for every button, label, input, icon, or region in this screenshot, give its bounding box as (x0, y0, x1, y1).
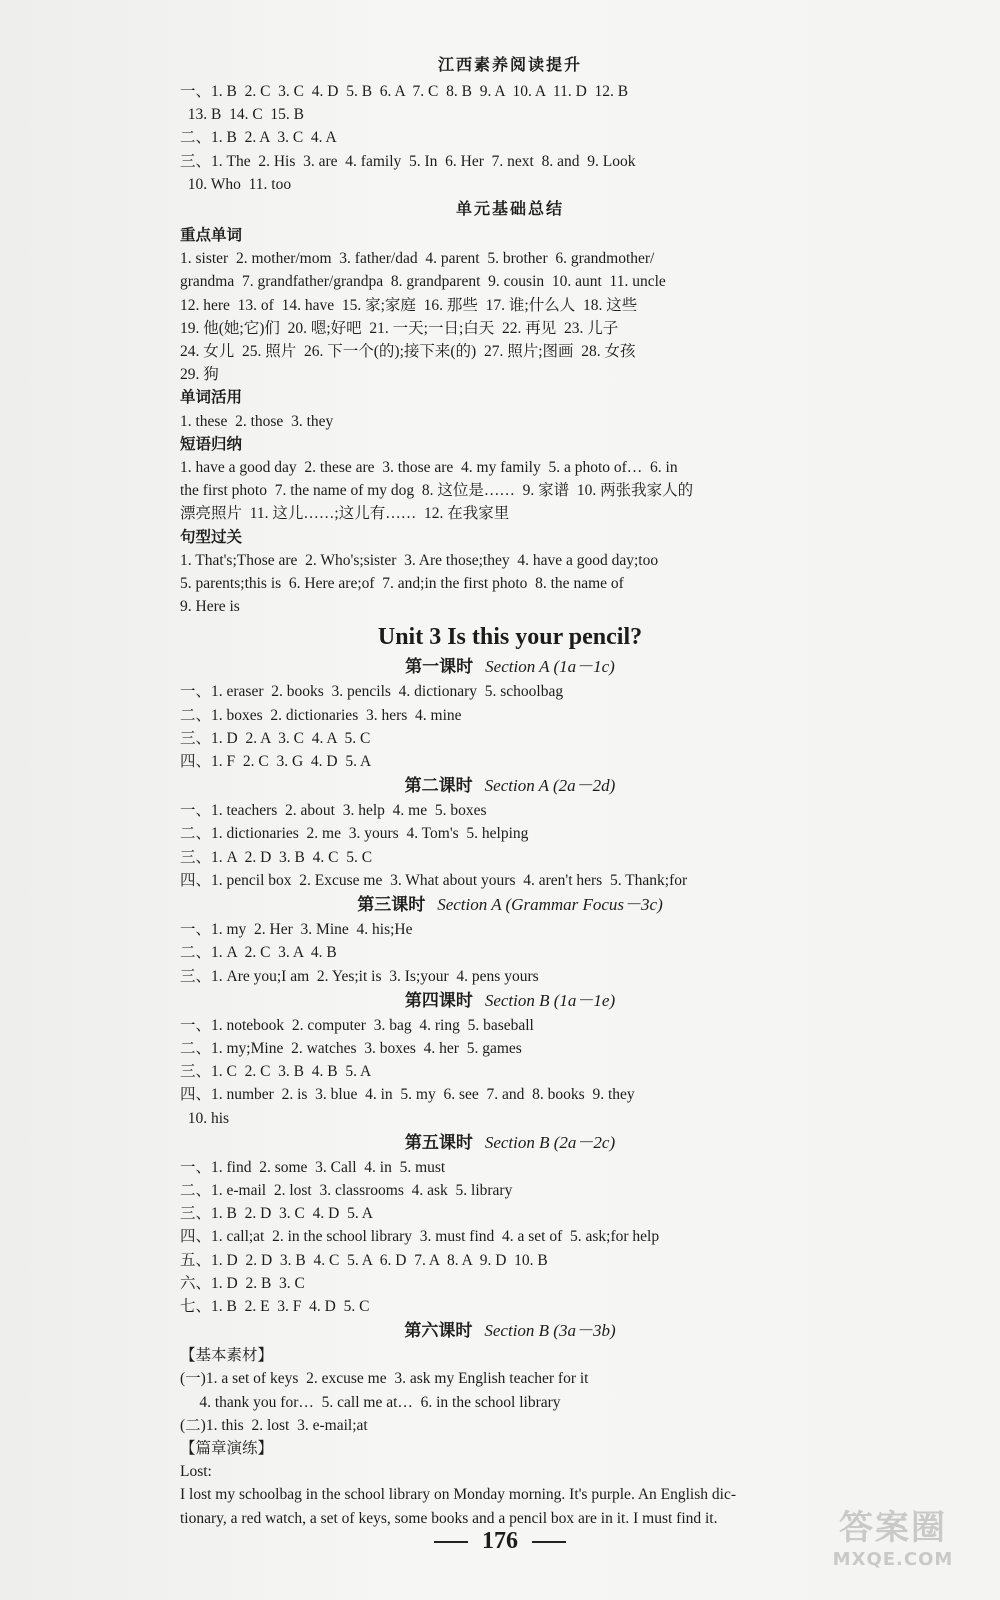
answer-line: 1. That's;Those are 2. Who's;sister 3. Are those;they 4. have a good day;too (180, 551, 659, 569)
answer-line: 13. B 14. C 15. B (180, 106, 305, 124)
answer-line: I lost my schoolbag in the school library on Monday morning. It's purple. An English dic- (180, 1486, 736, 1504)
answer-line: 一、1. notebook 2. computer 3. bag 4. ring 5. baseball (180, 1016, 534, 1034)
watermark-url: MXQE.COM (832, 1549, 954, 1570)
lesson-number: 第二课时 (404, 776, 473, 796)
phrases-heading: 短语归纳 (180, 435, 243, 453)
lesson-heading (180, 773, 840, 799)
answer-line: 一、1. B 2. C 3. C 4. D 5. B 6. A 7. C 8. B 9. A 10. A 11. D 12. B (180, 83, 629, 100)
lesson-number: 第三课时 (357, 895, 426, 915)
lesson-heading (180, 654, 840, 680)
unit-title: Unit 3 Is this your pencil? (377, 624, 643, 651)
watermark-text: 答案圈 (839, 1508, 947, 1548)
lesson-heading (180, 1130, 840, 1156)
answer-line: 10. Who 11. too (180, 175, 292, 193)
answer-line: 二、1. dictionaries 2. me 3. yours 4. Tom's 5. helping (180, 825, 529, 843)
lesson-number: 第一课时 (405, 657, 474, 677)
answer-line: 9. Here is (180, 598, 240, 616)
dash-left (434, 1541, 468, 1543)
section-title-summary: 单元基础总结 (455, 201, 564, 219)
answer-line: 二、1. boxes 2. dictionaries 3. hers 4. mine (180, 706, 462, 724)
answer-line: 1. have a good day 2. these are 3. those are 4. my family 5. a photo of… 6. in (180, 459, 678, 477)
lesson-heading (180, 988, 840, 1014)
answer-line: 三、1. B 2. D 3. C 4. D 5. A (180, 1205, 373, 1223)
lesson-section: Section B (2a－2c) (484, 1132, 616, 1152)
answer-line: 三、1. D 2. A 3. C 4. A 5. C (180, 729, 371, 747)
sentences-heading: 句型过关 (180, 528, 243, 546)
answer-line: 19. 他(她;它)们 20. 嗯;好吧 21. 一天;一日;白天 22. 再见 23. 儿子 (180, 319, 619, 337)
answer-line: 【基本素材】 (180, 1347, 274, 1365)
answer-line: 四、1. number 2. is 3. blue 4. in 5. my 6. see 7. and 8. books 9. they (180, 1086, 635, 1104)
answer-line: 1. these 2. those 3. they (180, 412, 334, 430)
answer-line: 一、1. teachers 2. about 3. help 4. me 5. boxes (180, 802, 487, 820)
reading-answers (180, 80, 840, 196)
lessons-container (180, 654, 840, 1529)
lesson-section: Section B (1a－1e) (484, 990, 616, 1010)
dash-right (532, 1541, 566, 1543)
answer-line: 七、1. B 2. E 3. F 4. D 5. C (180, 1297, 370, 1315)
answer-line: 二、1. B 2. A 3. C 4. A (180, 129, 337, 147)
answer-line: 10. his (180, 1109, 230, 1127)
section-title-reading: 江西素养阅读提升 (437, 57, 582, 74)
answer-line: 三、1. C 2. C 3. B 4. B 5. A (180, 1063, 372, 1081)
answer-line: tionary, a red watch, a set of keys, some books and a pencil box are in it. I must find it. (180, 1509, 718, 1527)
lesson-section: Section B (3a－3b) (484, 1321, 616, 1341)
phrases-list (180, 456, 840, 526)
answer-line: 漂亮照片 11. 这儿……;这儿有…… 12. 在我家里 (180, 505, 510, 523)
answer-line: (一)1. a set of keys 2. excuse me 3. ask my English teacher for it (180, 1370, 589, 1388)
answer-line: 四、1. call;at 2. in the school library 3. must find 4. a set of 5. ask;for help (180, 1228, 660, 1246)
answer-line: 六、1. D 2. B 3. C (180, 1274, 305, 1292)
answer-line: 24. 女儿 25. 照片 26. 下一个(的);接下来(的) 27. 照片;图画 28. 女孩 (180, 343, 636, 361)
answer-line: 四、1. F 2. C 3. G 4. D 5. A (180, 753, 372, 771)
lesson-number: 第六课时 (404, 1321, 473, 1341)
answer-line: 一、1. eraser 2. books 3. pencils 4. dictionary 5. schoolbag (180, 683, 564, 701)
answer-line: 四、1. pencil box 2. Excuse me 3. What about yours 4. aren't hers 5. Thank;for (180, 871, 688, 889)
answer-line: grandma 7. grandfather/grandpa 8. grandparent 9. cousin 10. aunt 11. uncle (180, 273, 666, 291)
answer-line: the first photo 7. the name of my dog 8. 这位是…… 9. 家谱 10. 两张我家人的 (180, 482, 694, 500)
key-words-list (180, 247, 840, 386)
answer-line: 1. sister 2. mother/mom 3. father/dad 4. parent 5. brother 6. grandmother/ (180, 250, 655, 268)
answer-line: 12. here 13. of 14. have 15. 家;家庭 16. 那些 17. 谁;什么人 18. 这些 (180, 296, 638, 314)
answer-line: 三、1. A 2. D 3. B 4. C 5. C (180, 848, 373, 866)
key-words-heading: 重点单词 (180, 227, 243, 245)
answer-line: 二、1. e-mail 2. lost 3. classrooms 4. ask 5. library (180, 1181, 513, 1199)
answer-line: 三、1. The 2. His 3. are 4. family 5. In 6. Her 7. next 8. and 9. Look (180, 152, 636, 170)
sentences-list (180, 549, 840, 619)
answer-line: 一、1. find 2. some 3. Call 4. in 5. must (180, 1158, 446, 1176)
answer-line: 5. parents;this is 6. Here are;of 7. and;in the first photo 8. the name of (180, 575, 624, 593)
answer-line: 二、1. my;Mine 2. watches 3. boxes 4. her 5. games (180, 1039, 522, 1057)
lesson-number: 第四课时 (404, 990, 473, 1010)
word-use-heading: 单词活用 (180, 389, 243, 407)
answer-line: 二、1. A 2. C 3. A 4. B (180, 944, 337, 962)
answer-line: Lost: (180, 1463, 212, 1481)
page-number-text: 176 (482, 1528, 518, 1554)
answer-line: 4. thank you for… 5. call me at… 6. in the school library (180, 1393, 561, 1411)
lesson-number: 第五课时 (404, 1132, 473, 1152)
answer-line: (二)1. this 2. lost 3. e-mail;at (180, 1416, 368, 1434)
lesson-section: Section A (2a－2d) (484, 776, 616, 796)
lesson-heading (180, 1318, 840, 1344)
answer-line: 一、1. my 2. Her 3. Mine 4. his;He (180, 921, 413, 939)
answer-line: 【篇章演练】 (180, 1439, 274, 1457)
lesson-heading (180, 892, 840, 918)
watermark-logo (808, 1500, 978, 1580)
lesson-section: Section A (1a－1c) (485, 657, 615, 677)
answer-line: 三、1. Are you;I am 2. Yes;it is 3. Is;your 4. pens yours (180, 967, 539, 985)
lesson-section: Section A (Grammar Focus－3c) (437, 895, 663, 915)
answer-line: 29. 狗 (180, 366, 219, 384)
answer-line: 五、1. D 2. D 3. B 4. C 5. A 6. D 7. A 8. A 9. D 10. B (180, 1251, 548, 1269)
